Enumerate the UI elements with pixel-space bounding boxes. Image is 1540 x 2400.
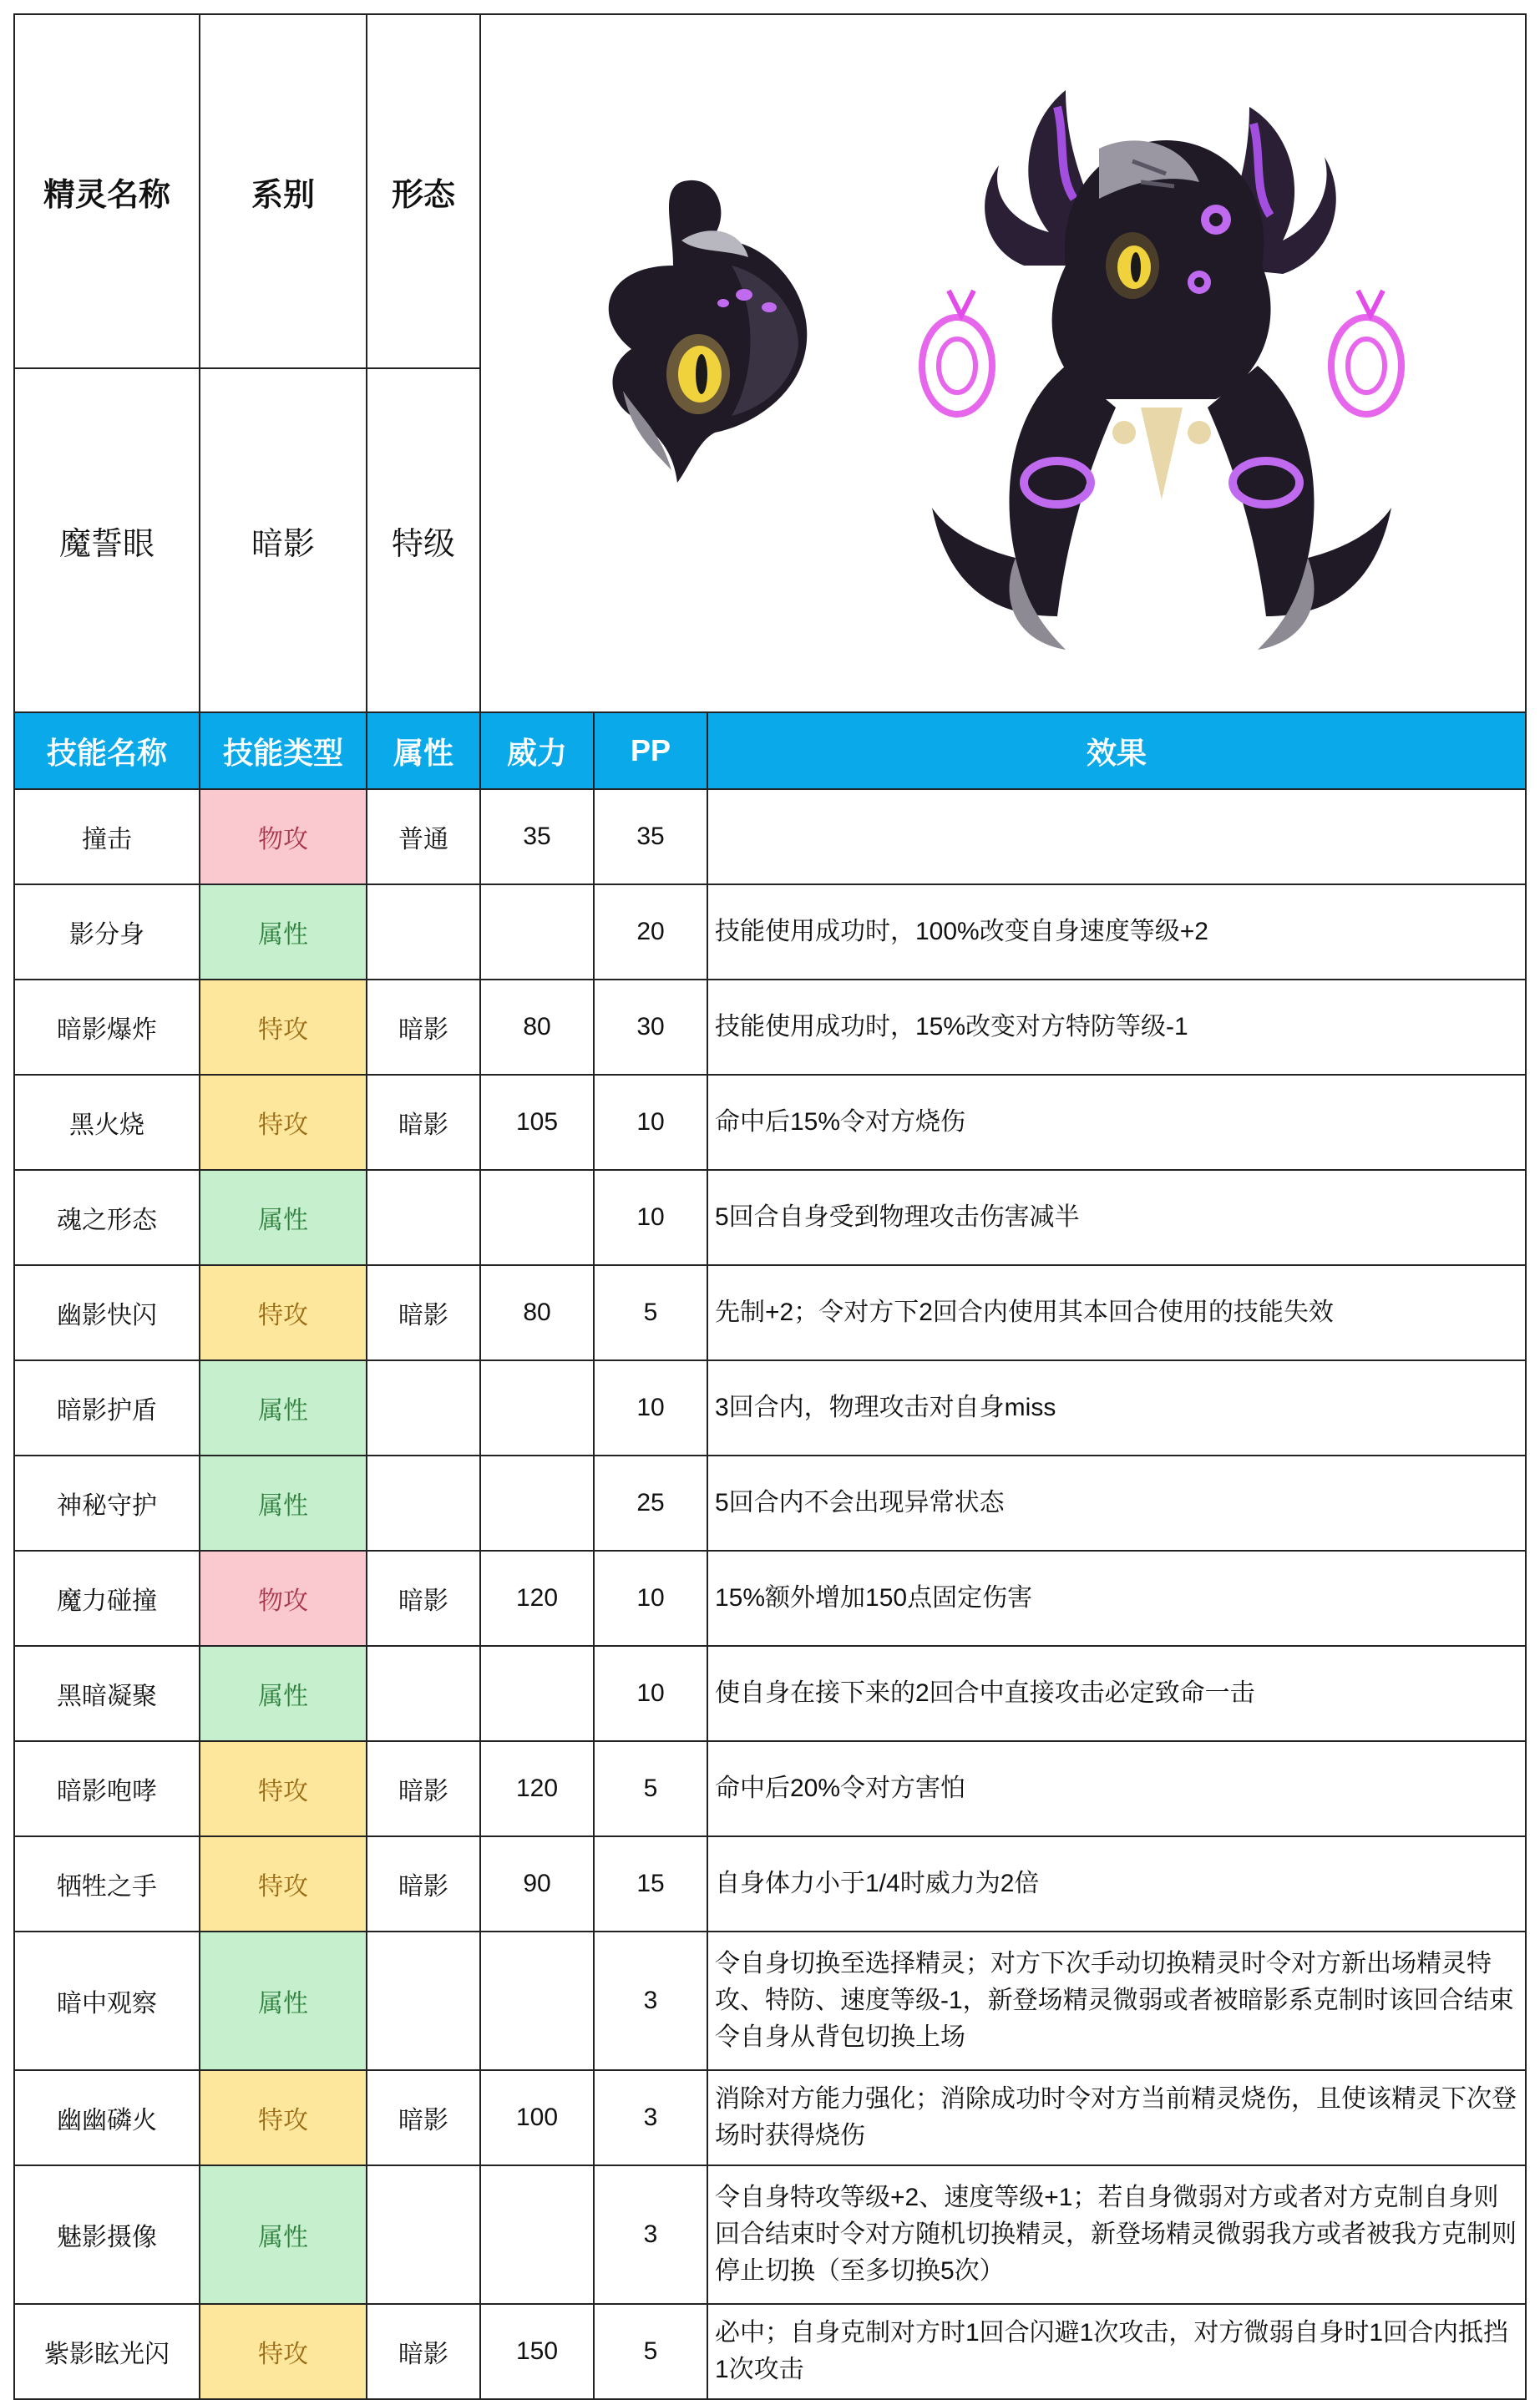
skill-effect: 自身体力小于1/4时威力为2倍 — [707, 1836, 1526, 1932]
skill-pp: 10 — [594, 1170, 707, 1265]
skill-row — [14, 1551, 1526, 1646]
skill-type: 特攻 — [200, 1075, 367, 1170]
skill-attribute: 暗影 — [367, 1551, 480, 1646]
skill-power: 35 — [480, 789, 594, 884]
skill-pp: 5 — [594, 1265, 707, 1360]
skill-pp: 10 — [594, 1646, 707, 1741]
skill-effect: 必中；自身克制对方时1回合闪避1次攻击，对方微弱自身时1回合内抵挡1次攻击 — [707, 2304, 1526, 2399]
evolved-ghost-pokemon-icon — [922, 90, 1401, 650]
skill-effect: 5回合自身受到物理攻击伤害减半 — [707, 1170, 1526, 1265]
skill-attribute: 暗影 — [367, 2304, 480, 2399]
skill-name: 神秘守护 — [14, 1456, 200, 1551]
skill-row — [14, 789, 1526, 884]
skill-attribute — [367, 1646, 480, 1741]
skill-pp: 5 — [594, 1741, 707, 1836]
skill-power — [480, 1360, 594, 1456]
skill-name: 魔力碰撞 — [14, 1551, 200, 1646]
col-power: 威力 — [480, 712, 594, 789]
skill-type: 特攻 — [200, 1836, 367, 1932]
skill-name: 黑火烧 — [14, 1075, 200, 1170]
skill-attribute: 暗影 — [367, 980, 480, 1075]
skill-row — [14, 1170, 1526, 1265]
skill-attribute — [367, 884, 480, 980]
skill-row — [14, 980, 1526, 1075]
skill-name: 暗影爆炸 — [14, 980, 200, 1075]
skill-type: 物攻 — [200, 789, 367, 884]
skill-effect: 令自身切换至选择精灵；对方下次手动切换精灵时令对方新出场精灵特攻、特防、速度等级-1，新登场精灵微弱或者被暗影系克制时该回合结束令自身从背包切换上场 — [707, 1932, 1526, 2070]
skill-type: 属性 — [200, 1170, 367, 1265]
skill-pp: 25 — [594, 1456, 707, 1551]
skill-pp: 35 — [594, 789, 707, 884]
col-attribute: 属性 — [367, 712, 480, 789]
skill-row — [14, 884, 1526, 980]
skill-row — [14, 1646, 1526, 1741]
skill-type: 属性 — [200, 1932, 367, 2070]
skill-row — [14, 1265, 1526, 1360]
form-value: 特级 — [367, 368, 480, 712]
skill-row — [14, 1360, 1526, 1456]
skill-type: 属性 — [200, 1360, 367, 1456]
type-value: 暗影 — [200, 368, 367, 712]
skill-name: 紫影眩光闪 — [14, 2304, 200, 2399]
skill-effect — [707, 789, 1526, 884]
skill-rows — [14, 789, 1526, 2399]
skill-attribute — [367, 1360, 480, 1456]
skill-type: 属性 — [200, 1646, 367, 1741]
skill-row — [14, 1075, 1526, 1170]
name-label: 精灵名称 — [14, 14, 200, 368]
form-label: 形态 — [367, 14, 480, 368]
skill-row — [14, 1932, 1526, 2070]
skill-power: 150 — [480, 2304, 594, 2399]
skill-name: 暗影护盾 — [14, 1360, 200, 1456]
skill-type: 物攻 — [200, 1551, 367, 1646]
skill-effect: 命中后15%令对方烧伤 — [707, 1075, 1526, 1170]
skill-attribute — [367, 2165, 480, 2304]
skill-name: 暗影咆哮 — [14, 1741, 200, 1836]
skill-power: 120 — [480, 1741, 594, 1836]
artwork — [481, 15, 1525, 711]
info-table — [13, 13, 1527, 713]
skill-name: 魂之形态 — [14, 1170, 200, 1265]
skill-name: 牺牲之手 — [14, 1836, 200, 1932]
skill-attribute: 暗影 — [367, 1836, 480, 1932]
skill-power — [480, 1646, 594, 1741]
skill-power — [480, 1170, 594, 1265]
skill-power — [480, 1456, 594, 1551]
skill-effect: 15%额外增加150点固定伤害 — [707, 1551, 1526, 1646]
skill-name: 幽幽磷火 — [14, 2070, 200, 2165]
skill-effect: 消除对方能力强化；消除成功时令对方当前精灵烧伤，且使该精灵下次登场时获得烧伤 — [707, 2070, 1526, 2165]
name-value: 魔誓眼 — [14, 368, 200, 712]
skill-pp: 3 — [594, 1932, 707, 2070]
skill-type: 属性 — [200, 2165, 367, 2304]
skill-table — [13, 711, 1527, 2400]
skill-effect: 5回合内不会出现异常状态 — [707, 1456, 1526, 1551]
skill-pp: 3 — [594, 2165, 707, 2304]
skill-row — [14, 1456, 1526, 1551]
skill-attribute — [367, 1456, 480, 1551]
skill-attribute: 暗影 — [367, 1075, 480, 1170]
col-effect: 效果 — [707, 712, 1526, 789]
skill-effect: 3回合内，物理攻击对自身miss — [707, 1360, 1526, 1456]
skill-name: 影分身 — [14, 884, 200, 980]
skill-type: 属性 — [200, 884, 367, 980]
skill-power — [480, 884, 594, 980]
skill-type: 特攻 — [200, 1741, 367, 1836]
skill-effect: 技能使用成功时，15%改变对方特防等级-1 — [707, 980, 1526, 1075]
skill-name: 黑暗凝聚 — [14, 1646, 200, 1741]
skill-pp: 10 — [594, 1075, 707, 1170]
skill-type: 特攻 — [200, 2304, 367, 2399]
col-pp: PP — [594, 712, 707, 789]
skill-attribute: 普通 — [367, 789, 480, 884]
skill-power — [480, 2165, 594, 2304]
skill-pp: 3 — [594, 2070, 707, 2165]
skill-attribute: 暗影 — [367, 1741, 480, 1836]
skill-row — [14, 1836, 1526, 1932]
skill-power: 80 — [480, 1265, 594, 1360]
skill-pp: 15 — [594, 1836, 707, 1932]
skill-pp: 10 — [594, 1360, 707, 1456]
skill-header-row — [14, 712, 1526, 789]
skill-effect: 先制+2；令对方下2回合内使用其本回合使用的技能失效 — [707, 1265, 1526, 1360]
col-skill-name: 技能名称 — [14, 712, 200, 789]
skill-pp: 30 — [594, 980, 707, 1075]
skill-pp: 20 — [594, 884, 707, 980]
skill-power: 100 — [480, 2070, 594, 2165]
col-skill-type: 技能类型 — [200, 712, 367, 789]
skill-pp: 5 — [594, 2304, 707, 2399]
small-ghost-pokemon-icon — [609, 180, 808, 483]
skill-attribute — [367, 1932, 480, 2070]
skill-row — [14, 2304, 1526, 2399]
type-label: 系别 — [200, 14, 367, 368]
skill-effect: 使自身在接下来的2回合中直接攻击必定致命一击 — [707, 1646, 1526, 1741]
skill-effect: 命中后20%令对方害怕 — [707, 1741, 1526, 1836]
skill-power — [480, 1932, 594, 2070]
skill-type: 特攻 — [200, 980, 367, 1075]
skill-effect: 技能使用成功时，100%改变自身速度等级+2 — [707, 884, 1526, 980]
skill-power: 90 — [480, 1836, 594, 1932]
skill-row — [14, 2165, 1526, 2304]
skill-attribute — [367, 1170, 480, 1265]
skill-name: 幽影快闪 — [14, 1265, 200, 1360]
skill-name: 撞击 — [14, 789, 200, 884]
skill-attribute: 暗影 — [367, 1265, 480, 1360]
skill-type: 属性 — [200, 1456, 367, 1551]
skill-attribute: 暗影 — [367, 2070, 480, 2165]
skill-power: 120 — [480, 1551, 594, 1646]
skill-type: 特攻 — [200, 1265, 367, 1360]
skill-pp: 10 — [594, 1551, 707, 1646]
sheet — [13, 13, 1527, 2400]
skill-row — [14, 2070, 1526, 2165]
skill-power: 80 — [480, 980, 594, 1075]
skill-power: 105 — [480, 1075, 594, 1170]
skill-name: 魅影摄像 — [14, 2165, 200, 2304]
skill-type: 特攻 — [200, 2070, 367, 2165]
skill-name: 暗中观察 — [14, 1932, 200, 2070]
artwork-cell — [480, 14, 1526, 712]
skill-row — [14, 1741, 1526, 1836]
skill-effect: 令自身特攻等级+2、速度等级+1；若自身微弱对方或者对方克制自身则回合结束时令对方随机切换精灵，新登场精灵微弱我方或者被我方克制则停止切换（至多切换5次） — [707, 2165, 1526, 2304]
